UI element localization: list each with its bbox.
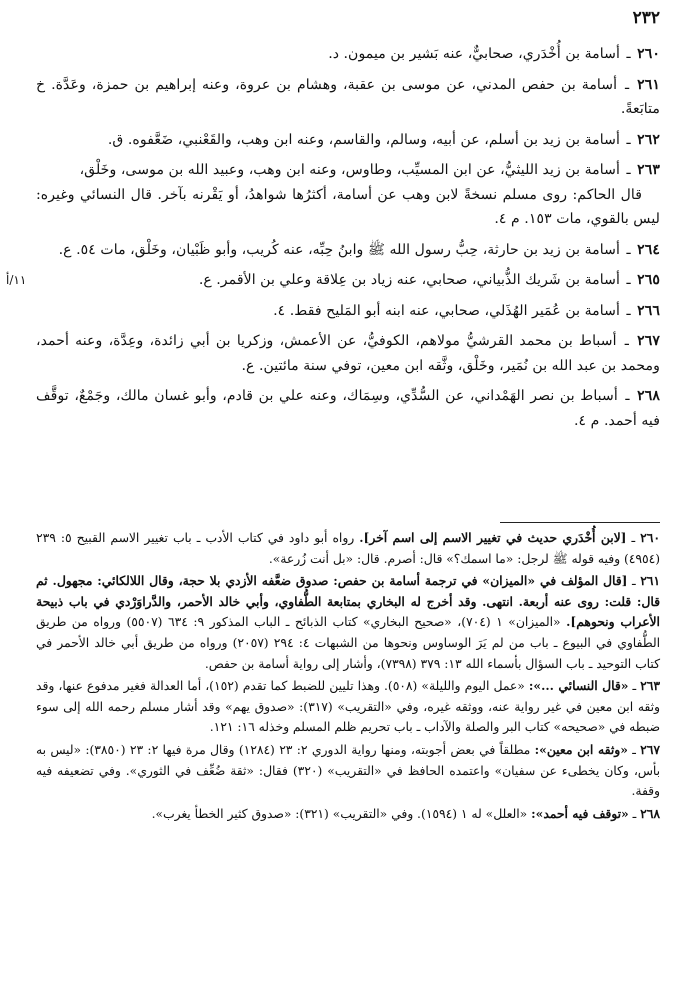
entry-266: ٢٦٦ ـ أسامة بن عُمَير الهُذَلي، صحابي، عنه ابنه أبو المَليح فقط. ٤. [273,302,660,319]
footnote-text: «عمل اليوم والليلة» (٥٠٨). وهذا تليين للضبط كما تقدم (١٥٢)، أما العدالة فغير مدفوع عنها، وقد وثقه ابن معين في غير رواية عنه، ووثقه غيره، وفي «التقريب» (٣١٧): «صدوق يهم» وقد أشار مسلم رحمه الله إلى سوء ضبطه في «صحيحه» كتاب البر والصلة والآداب ـ باب تحريم ظلم المسلم وخذله ١٦: ١٢١. [36,679,660,735]
footnote-divider [500,522,660,523]
entry-264: ٢٦٤ ـ أسامة بن زيد بن حارثة، حِبُّ رسول الله ﷺ وابنُ حِبِّه، عنه كُريب، وأبو ظَبْيان، وخَلْق، مات ٥٤. ع. [58,241,660,258]
biography-entries [6,42,660,439]
footnote-261: ٢٦١ ـ [قال المؤلف في «الميزان» في ترجمة أسامة بن حفص: صدوق ضعَّفه الأزدي بلا حجة، وقال اللالكائي: مجهول. ثم قال: قلت: روى عنه أربعة. انتهى. وقد أخرج له البخاري بمتابعة الطُّفاوي، وأبي خالد الأحمر، والدَّراوَرْدي في باب ذبيحة الأعراب ونحوهم]. «الميزان» ١ (٧٠٤)، «صحيح البخاري» كتاب الذبائح ـ الباب المذكور ٩: ٦٣٤ (٥٥٠٧) ورواه من طريق الطُّفاوي في البيوع ـ باب من لم يَرَ الوساوس ونحوها من الشبهات ٤: ٢٩٤ (٢٠٥٧) ورواه من طريق أبي خالد الأحمر في كتاب التوحيد ـ باب السؤال بأسماء الله ١٣: ٣٧٩ (٧٣٩٨)، وأشار إلى رواية أسامة بن حفص. [36,573,661,671]
footnote-268: ٢٦٨ ـ «توقف فيه أحمد»: «العلل» له ١ (١٥٩٤). وفي «التقريب» (٣٢١): «صدوق كثير الخطأ يغرب». [151,805,660,821]
footnote-text: رواه أبو داود في كتاب الأدب ـ باب تغيير الاسم القبيح ٥: ٢٣٩ (٤٩٥٤) وفيه قوله ﷺ لرجل: «ما اسمك؟» قال: أصرم. قال: «بل أنت زُرعة». [36,531,660,566]
footnotes-section [36,528,660,826]
entry-text: أسامة بن زيد بن أسلم، عن أبيه، وسالم، والقاسم، وعنه ابن وهب، والقَعْنبي، ضَعَّفوه. ق. [107,131,620,148]
entry-267: ٢٦٧ ـ أسباط بن محمد القرشيُّ مولاهم، الكوفيُّ، عن الأعمش، وزكريا بن أبي زائدة، وعِدَّة، وعنه أحمد، ومحمد بن عبد الله بن نُمَير، وخَلْق، وثَّقه ابن معين، توفي سنة مائتين. ع. [36,333,660,374]
footnote-number: ٢٦٧ [640,741,660,757]
entry-number: ٢٦٦ [637,302,660,319]
entry-number: ٢٦٣ [637,162,660,178]
footnote-number: ٢٦٠ [640,530,660,545]
footnote-267: ٢٦٧ ـ «وثقه ابن معين»: مطلقاً في بعض أجوبته، ومنها رواية الدوري ٢: ٢٣ (١٢٨٤) وقال مرة فيها ٢: ٢٣ (٣٨٥٠): «ليس به بأس، وكان يخطىء عن سفيان» واعتمده الحافظ في «التقريب» (٣٢٠) فقال: «ثقة ضُعِّف في الثوري». وفي تضعيفه فيه وقفة. [36,741,660,799]
entry-number: ٢٦١ [637,76,660,93]
entry-263: ٢٦٣ ـ أسامة بن زيد الليثيُّ، عن ابن المسيِّب، وطاوس، وعنه ابن وهب، وعبيد الله بن موسى، وخَلْق، قال الحاكم: روى مسلم نسخةً لابن وهب عن أسامة، أكثرُها شواهدُ، أو يَقْرنه بآخر. قال النسائي وغيره: ليس بالقوي، مات ١٥٣. م ٤. [36,162,660,227]
entry-text: أسامة بن زيد بن حارثة، حِبُّ رسول الله ﷺ وابنُ حِبِّه، عنه كُريب، وأبو ظَبْيان، وخَلْق، مات ٥٤. ع. [58,241,620,258]
entry-number: ٢٦٥ [637,272,660,288]
entry-text: أسامة بن شَريك الذُّبياني، صحابي، عنه زياد بن عِلاقة وعلي بن الأقمر. ع. [198,272,620,288]
entry-261: ٢٦١ ـ أسامة بن حفص المدني، عن موسى بن عقبة، وهشام بن عروة، وعنه إبراهيم بن حمزة، وعَدَّة. خ متابَعةً. [36,76,660,117]
entry-268: ٢٦٨ ـ أسباط بن نصر الهَمْداني، عن السُّدِّي، وسِمَاك، وعنه علي بن قادم، وأبو غسان مالك، وجَمْعٌ، توقَّف فيه أحمد. م ٤. [36,388,660,429]
entry-text: أسامة بن حفص المدني، عن موسى بن عقبة، وهشام بن عروة، وعنه إبراهيم بن حمزة، وعَدَّة. خ متابَعةً. [36,76,660,117]
entry-265: ١١/أ ٢٦٥ ـ أسامة بن شَريك الذُّبياني، صحابي، عنه زياد بن عِلاقة وعلي بن الأقمر. ع. [36,268,660,293]
footnote-number: ٢٦١ [640,573,661,589]
footnote-text: «الميزان» ١ (٧٠٤)، «صحيح البخاري» كتاب الذبائح ـ الباب المذكور ٩: ٦٣٤ (٥٥٠٧) ورواه من طريق الطُّفاوي في البيوع ـ باب من لم يَرَ الوساوس ونحوها من الشبهات ٤: ٢٩٤ (٢٠٥٧) ورواه من طريق أبي خالد الأحمر في كتاب التوحيد ـ باب السؤال بأسماء الله ١٣: ٣٧٩ (٧٣٩٨)، وأشار إلى رواية أسامة بن حفص. [36,615,660,671]
entry-text: أسباط بن نصر الهَمْداني، عن السُّدِّي، وسِمَاك، وعنه علي بن قادم، وأبو غسان مالك، وجَمْعٌ، توقَّف فيه أحمد. م ٤. [36,388,660,429]
footnote-heading: [قال المؤلف في «الميزان» في ترجمة أسامة بن حفص: صدوق ضعَّفه الأزدي بلا حجة، وقال اللالكائي: مجهول. ثم قال: قلت: روى عنه أربعة. انتهى. وقد أخرج له البخاري بمتابعة الطُّفاوي، وأبي خالد الأحمر، والدَّراوَرْدي في باب ذبيحة الأعراب ونحوهم]. [36,573,660,630]
entry-subtext: قال الحاكم: روى مسلم نسخةً لابن وهب عن أسامة، أكثرُها شواهدُ، أو يَقْرنه بآخر. قال النسائي وغيره: ليس بالقوي، مات ١٥٣. م ٤. [36,186,660,227]
footnote-heading: «توقف فيه أحمد»: [531,805,629,821]
footnote-text: مطلقاً في بعض أجوبته، ومنها رواية الدوري ٢: ٢٣ (١٢٨٤) وقال مرة فيها ٢: ٢٣ (٣٨٥٠): «ليس به بأس، وكان يخطىء عن سفيان» واعتمده الحافظ في «التقريب» (٣٢٠) فقال: «ثقة ضُعِّف في الثوري». وفي تضعيفه فيه وقفة. [36,742,660,799]
manuscript-folio-mark: ١١/أ [6,273,27,287]
page-number: ٢٣٢ [632,8,660,28]
footnote-260: ٢٦٠ ـ [لابن أُخْدَري حديث في تغيير الاسم إلى اسم آخر]. رواه أبو داود في كتاب الأدب ـ باب تغيير الاسم القبيح ٥: ٢٣٩ (٤٩٥٤) وفيه قوله ﷺ لرجل: «ما اسمك؟» قال: أصرم. قال: «بل أنت زُرعة». [36,530,660,566]
entry-number: ٢٦٧ [637,333,660,349]
entry-text: أسامة بن أُخْدَري، صحابيٌّ، عنه بَشير بن ميمون. د. [328,46,620,62]
footnote-263: ٢٦٣ ـ «قال النسائي ...»: «عمل اليوم والليلة» (٥٠٨). وهذا تليين للضبط كما تقدم (١٥٢)، أما العدالة فغير مدفوع عنها، وقد وثقه ابن معين في غير رواية عنه، ووثقه غيره، وفي «التقريب» (٣١٧): «صدوق يهم» وقد أشار مسلم رحمه الله إلى سوء ضبطه في «صحيحه» كتاب البر والصلة والآداب ـ باب تحريم ظلم المسلم وخذله ١٦: ١٢١. [36,678,660,735]
entry-text: أسامة بن زيد الليثيُّ، عن ابن المسيِّب، وطاوس، وعنه ابن وهب، وعبيد الله بن موسى، وخَلْق، [79,162,620,178]
footnote-number: ٢٦٣ [640,678,660,694]
entry-number: ٢٦٢ [637,131,660,148]
entry-number: ٢٦٨ [637,388,660,404]
entry-260: ٢٦٠ ـ أسامة بن أُخْدَري، صحابيٌّ، عنه بَشير بن ميمون. د. [328,46,660,62]
footnote-heading: [لابن أُخْدَري حديث في تغيير الاسم إلى اسم آخر]. [359,530,627,545]
footnote-number: ٢٦٨ [640,805,660,821]
footnote-heading: «وثقه ابن معين»: [534,741,628,757]
entry-number: ٢٦٠ [637,46,660,62]
entry-text: أسباط بن محمد القرشيُّ مولاهم، الكوفيُّ، عن الأعمش، وزكريا بن أبي زائدة، وعِدَّة، وعنه أحمد، ومحمد بن عبد الله بن نُمَير، وخَلْق، وثَّقه ابن معين، توفي سنة مائتين. ع. [36,333,660,374]
footnote-text: «العلل» له ١ (١٥٩٤). وفي «التقريب» (٣٢١): «صدوق كثير الخطأ يغرب». [151,806,528,821]
entry-262: ٢٦٢ ـ أسامة بن زيد بن أسلم، عن أبيه، وسالم، والقاسم، وعنه ابن وهب، والقَعْنبي، ضَعَّفوه. ق. [107,131,660,148]
entry-number: ٢٦٤ [637,241,660,258]
entry-text: أسامة بن عُمَير الهُذَلي، صحابي، عنه ابنه أبو المَليح فقط. ٤. [273,302,620,319]
book-page [6,8,661,991]
footnote-heading: «قال النسائي ...»: [528,678,629,694]
